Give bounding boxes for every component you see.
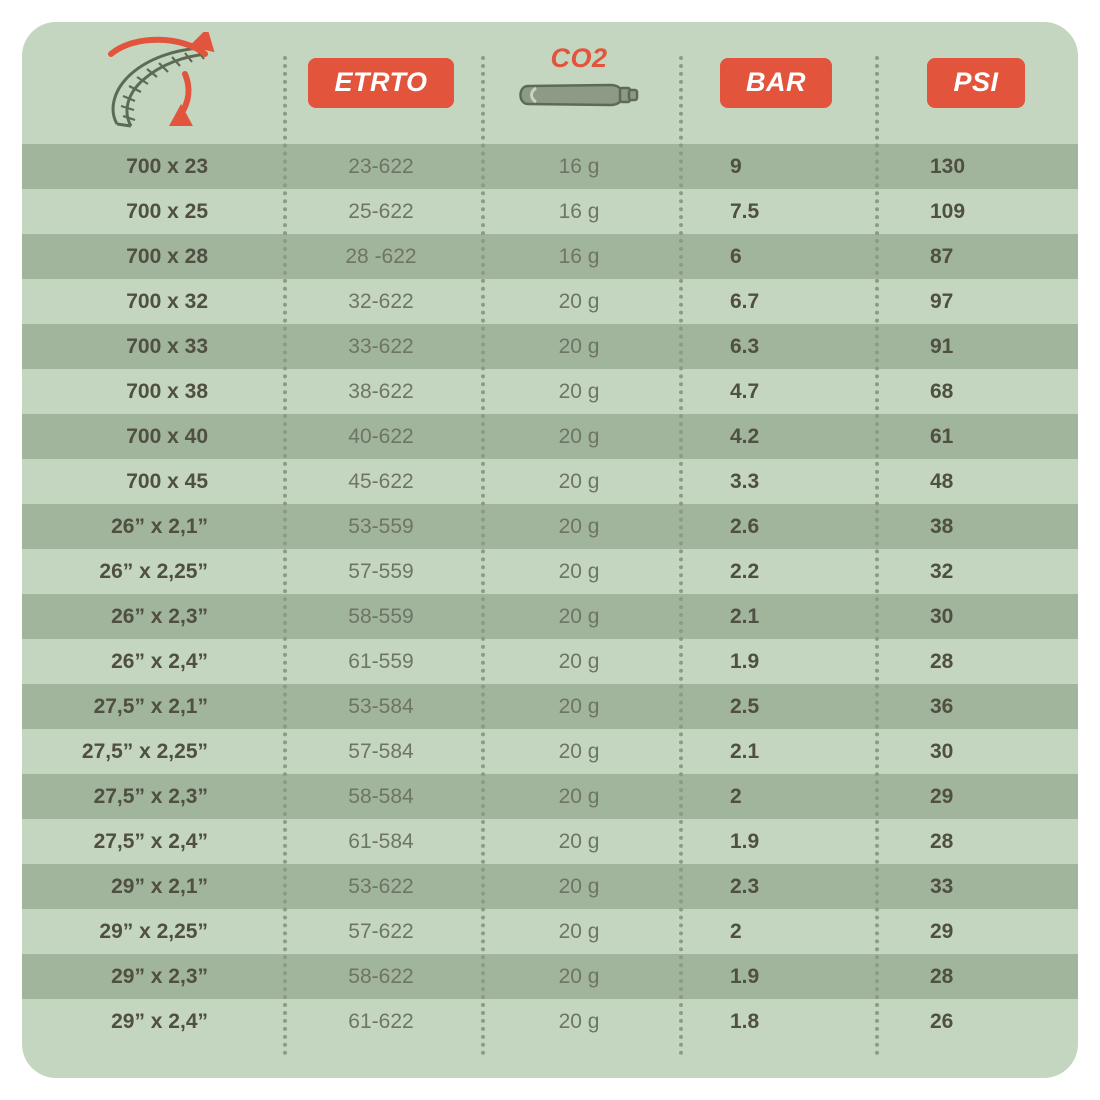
cell-size: 700 x 38: [126, 379, 208, 403]
co2-cartridge-icon: [514, 74, 644, 121]
table-row: [22, 684, 1078, 729]
cell-etrto: 58-559: [348, 604, 414, 628]
cell-etrto: 53-622: [348, 874, 414, 898]
cell-size: 700 x 23: [126, 154, 208, 178]
table-row: [22, 324, 1078, 369]
cell-size: 700 x 40: [126, 424, 208, 448]
cell-psi: 87: [930, 244, 954, 268]
cell-co2: 20 g: [558, 514, 600, 538]
cell-etrto: 40-622: [348, 424, 414, 448]
cell-size: 26” x 2,4”: [111, 649, 208, 673]
cell-etrto: 23-622: [348, 154, 414, 178]
cell-etrto: 57-559: [348, 559, 414, 583]
table-row: [22, 549, 1078, 594]
cell-co2: 20 g: [558, 379, 600, 403]
cell-psi: 68: [930, 379, 954, 403]
cell-psi: 91: [930, 334, 954, 358]
cell-size: 29” x 2,4”: [111, 1009, 208, 1033]
column-divider-2: [481, 56, 485, 1056]
cell-etrto: 53-584: [348, 694, 414, 718]
table-row: [22, 459, 1078, 504]
cell-co2: 20 g: [558, 874, 600, 898]
cell-psi: 36: [930, 694, 954, 718]
cell-bar: 4.7: [730, 379, 760, 403]
cell-etrto: 38-622: [348, 379, 414, 403]
table-row: [22, 189, 1078, 234]
cell-psi: 29: [930, 919, 954, 943]
table-row: [22, 999, 1078, 1044]
cell-size: 29” x 2,1”: [111, 874, 208, 898]
table-row: [22, 414, 1078, 459]
table-row: [22, 234, 1078, 279]
cell-psi: 30: [930, 739, 954, 763]
cell-psi: 28: [930, 964, 954, 988]
column-divider-4: [875, 56, 879, 1056]
table-row: [22, 864, 1078, 909]
header-cell-etrto: [282, 22, 480, 144]
etrto-pill: ETRTO: [308, 58, 453, 108]
cell-etrto: 53-559: [348, 514, 414, 538]
cell-size: 26” x 2,25”: [99, 559, 208, 583]
cell-bar: 1.9: [730, 829, 760, 853]
cell-size: 27,5” x 2,4”: [93, 829, 208, 853]
cell-co2: 16 g: [558, 244, 600, 268]
cell-co2: 20 g: [558, 604, 600, 628]
cell-size: 700 x 28: [126, 244, 208, 268]
cell-psi: 28: [930, 649, 954, 673]
pressure-table: [22, 22, 1078, 1044]
cell-co2: 16 g: [558, 199, 600, 223]
cell-etrto: 32-622: [348, 289, 414, 313]
cell-etrto: 61-622: [348, 1009, 414, 1033]
cell-size: 27,5” x 2,1”: [93, 694, 208, 718]
cell-psi: 33: [930, 874, 954, 898]
cell-psi: 48: [930, 469, 954, 493]
cell-co2: 20 g: [558, 964, 600, 988]
table-row: [22, 504, 1078, 549]
cell-bar: 6.3: [730, 334, 760, 358]
cell-psi: 28: [930, 829, 954, 853]
cell-bar: 1.9: [730, 649, 760, 673]
table-row: [22, 774, 1078, 819]
table-row: [22, 909, 1078, 954]
table-row: [22, 954, 1078, 999]
cell-bar: 2.5: [730, 694, 760, 718]
cell-co2: 20 g: [558, 694, 600, 718]
cell-psi: 109: [930, 199, 966, 223]
cell-psi: 38: [930, 514, 954, 538]
cell-bar: 2.1: [730, 604, 760, 628]
cell-co2: 20 g: [558, 469, 600, 493]
table-row: [22, 594, 1078, 639]
cell-bar: 2.1: [730, 739, 760, 763]
table-row: [22, 639, 1078, 684]
table-row: [22, 729, 1078, 774]
cell-size: 700 x 25: [126, 199, 208, 223]
cell-co2: 20 g: [558, 739, 600, 763]
cell-size: 26” x 2,3”: [111, 604, 208, 628]
cell-etrto: 45-622: [348, 469, 414, 493]
cell-size: 700 x 32: [126, 289, 208, 313]
cell-etrto: 28 -622: [345, 244, 417, 268]
cell-etrto: 33-622: [348, 334, 414, 358]
cell-psi: 26: [930, 1009, 954, 1033]
cell-co2: 20 g: [558, 424, 600, 448]
cell-bar: 2: [730, 784, 742, 808]
cell-co2: 20 g: [558, 334, 600, 358]
cell-etrto: 58-622: [348, 964, 414, 988]
cell-bar: 2.3: [730, 874, 760, 898]
bar-pill: BAR: [720, 58, 832, 108]
table-header-row: [22, 22, 1078, 144]
cell-etrto: 58-584: [348, 784, 414, 808]
cell-psi: 61: [930, 424, 954, 448]
cell-bar: 2.6: [730, 514, 760, 538]
cell-size: 700 x 33: [126, 334, 208, 358]
cell-co2: 20 g: [558, 919, 600, 943]
pressure-chart-card: [22, 22, 1078, 1078]
column-divider-3: [679, 56, 683, 1056]
cell-size: 27,5” x 2,3”: [93, 784, 208, 808]
co2-label: CO2: [550, 43, 608, 73]
cell-co2: 20 g: [558, 559, 600, 583]
cell-bar: 2.2: [730, 559, 760, 583]
cell-size: 27,5” x 2,25”: [81, 739, 208, 763]
cell-bar: 2: [730, 919, 742, 943]
cell-size: 26” x 2,1”: [111, 514, 208, 538]
cell-psi: 130: [930, 154, 966, 178]
cell-size: 29” x 2,3”: [111, 964, 208, 988]
cell-etrto: 57-584: [348, 739, 414, 763]
cell-size: 29” x 2,25”: [99, 919, 208, 943]
cell-psi: 29: [930, 784, 954, 808]
cell-etrto: 57-622: [348, 919, 414, 943]
table-row: [22, 144, 1078, 189]
table-row: [22, 369, 1078, 414]
table-row: [22, 819, 1078, 864]
cell-bar: 1.8: [730, 1009, 760, 1033]
header-cell-bar: [678, 22, 874, 144]
header-cell-size: [22, 22, 282, 144]
cell-co2: 20 g: [558, 784, 600, 808]
cell-bar: 3.3: [730, 469, 760, 493]
cell-bar: 7.5: [730, 199, 760, 223]
cell-co2: 20 g: [558, 829, 600, 853]
psi-pill: PSI: [927, 58, 1024, 108]
cell-psi: 32: [930, 559, 954, 583]
cell-etrto: 61-559: [348, 649, 414, 673]
cell-psi: 97: [930, 289, 954, 313]
header-cell-psi: [874, 22, 1078, 144]
table-row: [22, 279, 1078, 324]
cell-etrto: 61-584: [348, 829, 414, 853]
cell-co2: 20 g: [558, 289, 600, 313]
cell-bar: 4.2: [730, 424, 760, 448]
cell-bar: 1.9: [730, 964, 760, 988]
tyre-size-icon: [87, 32, 227, 135]
cell-bar: 6: [730, 244, 742, 268]
cell-size: 700 x 45: [126, 469, 208, 493]
column-divider-1: [283, 56, 287, 1056]
cell-bar: 6.7: [730, 289, 760, 313]
table-body: [22, 144, 1078, 1044]
cell-bar: 9: [730, 154, 742, 178]
cell-psi: 30: [930, 604, 954, 628]
cell-co2: 16 g: [558, 154, 600, 178]
cell-etrto: 25-622: [348, 199, 414, 223]
cell-co2: 20 g: [558, 649, 600, 673]
cell-co2: 20 g: [558, 1009, 600, 1033]
header-cell-co2: [480, 22, 678, 144]
